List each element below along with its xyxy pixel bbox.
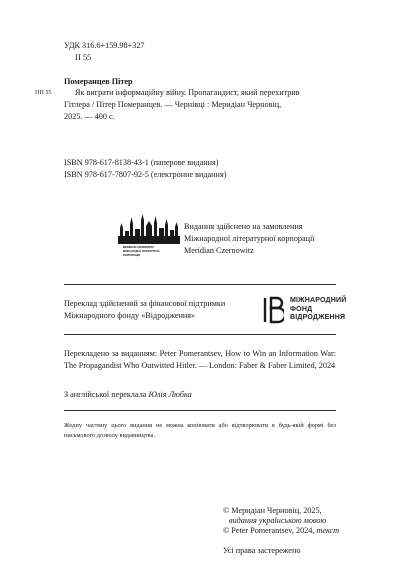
- all-rights-reserved: Усі права застережено: [223, 546, 301, 555]
- bib-line-2: Гітлера / Пітер Померанцев. — Чернівці : Меридіан Черновіц,: [64, 100, 282, 109]
- divider-1: [64, 284, 336, 285]
- support-line-2: Міжнародного фонду «Відродження»: [64, 311, 196, 320]
- isbn-electronic: ISBN 978-617-7807-92-5 (електронне видання): [64, 170, 227, 179]
- irf-logo-line-1: МІЖНАРОДНИЙ: [290, 297, 347, 304]
- logo-caption-2: МІЖНАРОДНА ЛІТЕРАТУРНА: [123, 250, 160, 253]
- author-heading: Померанцев Пітер: [64, 77, 133, 86]
- catalog-index: П 55: [75, 53, 92, 62]
- original-edition: Перекладено за виданням: Peter Pomerantsev, How to Win an Information War: The Propagandist Who Outwitted Hitler. — London: Faber & Faber Limited, 2024: [64, 349, 336, 370]
- commission-line-2: Міжнародної літературної корпорації: [184, 234, 315, 243]
- copyright-edition: видання українською мовою: [229, 516, 327, 525]
- divider-3: [64, 410, 336, 411]
- translator-credit: [64, 389, 192, 400]
- translator-prefix: З англійської переклала: [64, 390, 149, 399]
- divider-2: [64, 334, 336, 335]
- copyright-author: [223, 525, 339, 536]
- commission-line-3: Meridian Czernowitz: [184, 246, 254, 255]
- copyright-author-text: текст: [316, 526, 340, 535]
- translator-name: Юлія Любка: [148, 390, 192, 399]
- bib-line-1: Як виграти інформаційну війну. Пропагандист, який перехитрив: [75, 88, 300, 97]
- bib-line-3: 2025. — 400 с.: [64, 112, 115, 121]
- udk-code: УДК 316.6+159.98+327: [64, 41, 145, 50]
- copy-notice: Жодну частину цього видання не можна копіювати або відтворювати в будь-якій формі без письмового дозволу видавництва.: [64, 422, 336, 439]
- copyright-author-prefix: © Peter Pomerantsev, 2024,: [223, 526, 317, 535]
- logo-caption-1: MERIDIAN CZERNOWITZ: [123, 246, 154, 249]
- isbn-print: ISBN 978-617-8138-43-1 (паперове видання): [64, 158, 219, 167]
- side-catalog-code: ПП 55: [35, 90, 52, 96]
- irf-logo-line-3: ВІДРОДЖЕННЯ: [290, 314, 346, 321]
- commission-line-1: Видання здійснено на замовлення: [184, 222, 303, 231]
- copyright-publisher: © Меридіан Черновіц, 2025,: [223, 506, 322, 515]
- irf-logo-line-2: ФОНД: [290, 305, 313, 313]
- irf-logo-icon: [262, 296, 284, 324]
- support-line-1: Переклад здійснений за фінансової підтримки: [64, 299, 226, 308]
- logo-caption-3: КОРПОРАЦІЯ: [123, 254, 141, 257]
